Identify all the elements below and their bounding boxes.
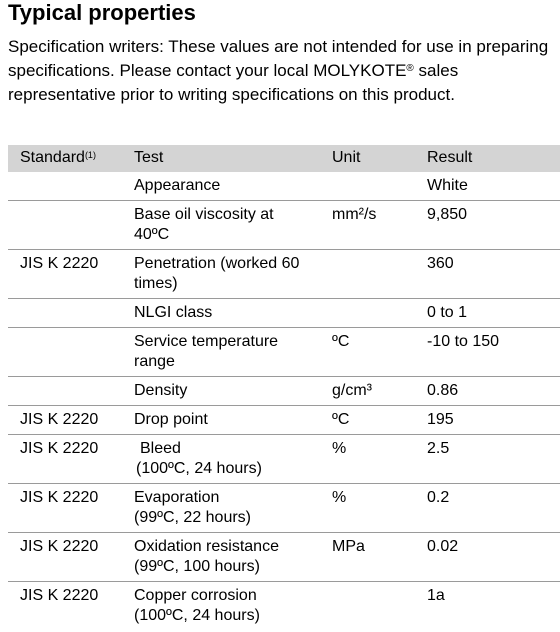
cell-standard bbox=[8, 328, 134, 377]
cell-unit bbox=[332, 250, 427, 299]
cell-result bbox=[427, 172, 560, 201]
cell-test bbox=[134, 299, 332, 328]
cell-result bbox=[427, 377, 560, 406]
result-text: White bbox=[427, 177, 468, 194]
cell-unit bbox=[332, 172, 427, 201]
test-text: Base oil viscosity at bbox=[134, 206, 274, 223]
test-text: NLGI class bbox=[134, 304, 213, 321]
table-row bbox=[8, 172, 560, 201]
test-text: Appearance bbox=[134, 177, 221, 194]
result-text: 195 bbox=[427, 411, 454, 428]
standard-text: JIS K 2220 bbox=[20, 255, 99, 272]
cell-unit bbox=[332, 377, 427, 406]
cell-test bbox=[134, 172, 332, 201]
table-row bbox=[8, 201, 560, 250]
cell-standard bbox=[8, 172, 134, 201]
test-text-line2: 40ºC bbox=[134, 226, 170, 243]
cell-result bbox=[427, 484, 560, 533]
unit-text: MPa bbox=[332, 538, 365, 555]
test-text: Service temperature bbox=[134, 333, 279, 350]
result-text: 1a bbox=[427, 587, 445, 604]
header-row bbox=[8, 145, 560, 172]
test-text-line2: times) bbox=[134, 275, 178, 292]
cell-test bbox=[134, 377, 332, 406]
intro-text: Specification writers: These values are not intended for use in preparing specifications. Please contact your local MOLYKOTE bbox=[8, 37, 549, 80]
test-text: Drop point bbox=[134, 411, 208, 428]
cell-unit bbox=[332, 328, 427, 377]
cell-standard bbox=[8, 406, 134, 435]
test-text-line2: (100ºC, 24 hours) bbox=[136, 460, 262, 477]
test-text-line2: (99ºC, 22 hours) bbox=[134, 509, 252, 526]
result-text: 0.86 bbox=[427, 382, 459, 399]
cell-unit bbox=[332, 484, 427, 533]
test-text: Penetration (worked 60 bbox=[134, 255, 300, 272]
header-standard bbox=[8, 145, 134, 172]
unit-text: ºC bbox=[332, 411, 350, 428]
cell-test bbox=[134, 250, 332, 299]
cell-test bbox=[134, 533, 332, 582]
cell-unit bbox=[332, 582, 427, 631]
standard-text: JIS K 2220 bbox=[20, 489, 99, 506]
properties-table bbox=[8, 145, 560, 630]
cell-result bbox=[427, 406, 560, 435]
table-row bbox=[8, 377, 560, 406]
unit-text: ºC bbox=[332, 333, 350, 350]
cell-standard bbox=[8, 435, 134, 484]
result-text: 0.2 bbox=[427, 489, 450, 506]
cell-unit bbox=[332, 406, 427, 435]
registered-mark: ® bbox=[406, 63, 414, 74]
table-row bbox=[8, 582, 560, 631]
result-text: 0 to 1 bbox=[427, 304, 468, 321]
test-text: Bleed bbox=[140, 440, 181, 457]
cell-result bbox=[427, 582, 560, 631]
cell-standard bbox=[8, 533, 134, 582]
table-row bbox=[8, 435, 560, 484]
test-text: Copper corrosion bbox=[134, 587, 257, 604]
result-text: 360 bbox=[427, 255, 454, 272]
table-row bbox=[8, 328, 560, 377]
intro-text-after: sales representative prior to writing specifications on this product. bbox=[8, 61, 459, 104]
cell-standard bbox=[8, 484, 134, 533]
cell-result bbox=[427, 328, 560, 377]
standard-text: JIS K 2220 bbox=[20, 587, 99, 604]
standard-text: JIS K 2220 bbox=[20, 411, 99, 428]
header-standard-footnote: (1) bbox=[84, 150, 96, 160]
test-text-line2: range bbox=[134, 353, 175, 370]
section-heading: Typical properties bbox=[8, 0, 196, 25]
test-text: Density bbox=[134, 382, 188, 399]
result-text: 9,850 bbox=[427, 206, 468, 223]
table-body bbox=[8, 172, 560, 630]
test-text: Oxidation resistance bbox=[134, 538, 279, 555]
unit-text: % bbox=[332, 440, 347, 457]
cell-standard bbox=[8, 250, 134, 299]
table-row bbox=[8, 250, 560, 299]
cell-test bbox=[134, 201, 332, 250]
unit-text: mm²/s bbox=[332, 206, 377, 223]
header-result: Result bbox=[427, 145, 560, 172]
cell-test bbox=[134, 582, 332, 631]
cell-test bbox=[134, 328, 332, 377]
table-row bbox=[8, 299, 560, 328]
cell-result bbox=[427, 533, 560, 582]
result-text: -10 to 150 bbox=[427, 333, 500, 350]
cell-standard bbox=[8, 582, 134, 631]
test-text: Evaporation bbox=[134, 489, 220, 506]
intro-paragraph bbox=[8, 35, 560, 107]
cell-result bbox=[427, 299, 560, 328]
test-text-line2: (99ºC, 100 hours) bbox=[134, 558, 260, 575]
cell-result bbox=[427, 201, 560, 250]
cell-result bbox=[427, 435, 560, 484]
cell-test bbox=[134, 406, 332, 435]
table-row bbox=[8, 484, 560, 533]
cell-standard bbox=[8, 299, 134, 328]
table-row bbox=[8, 533, 560, 582]
cell-result bbox=[427, 250, 560, 299]
header-standard-label: Standard bbox=[20, 149, 85, 166]
unit-text: g/cm³ bbox=[332, 382, 372, 399]
cell-test bbox=[134, 435, 332, 484]
cell-unit bbox=[332, 299, 427, 328]
cell-unit bbox=[332, 201, 427, 250]
cell-unit bbox=[332, 435, 427, 484]
table-row bbox=[8, 406, 560, 435]
table-header bbox=[8, 145, 560, 172]
header-unit: Unit bbox=[332, 145, 427, 172]
cell-standard bbox=[8, 377, 134, 406]
standard-text: JIS K 2220 bbox=[20, 538, 99, 555]
result-text: 0.02 bbox=[427, 538, 459, 555]
result-text: 2.5 bbox=[427, 440, 450, 457]
header-test: Test bbox=[134, 145, 332, 172]
unit-text: % bbox=[332, 489, 347, 506]
standard-text: JIS K 2220 bbox=[20, 440, 99, 457]
cell-unit bbox=[332, 533, 427, 582]
cell-test bbox=[134, 484, 332, 533]
test-text-line2: (100ºC, 24 hours) bbox=[134, 607, 260, 624]
cell-standard bbox=[8, 201, 134, 250]
